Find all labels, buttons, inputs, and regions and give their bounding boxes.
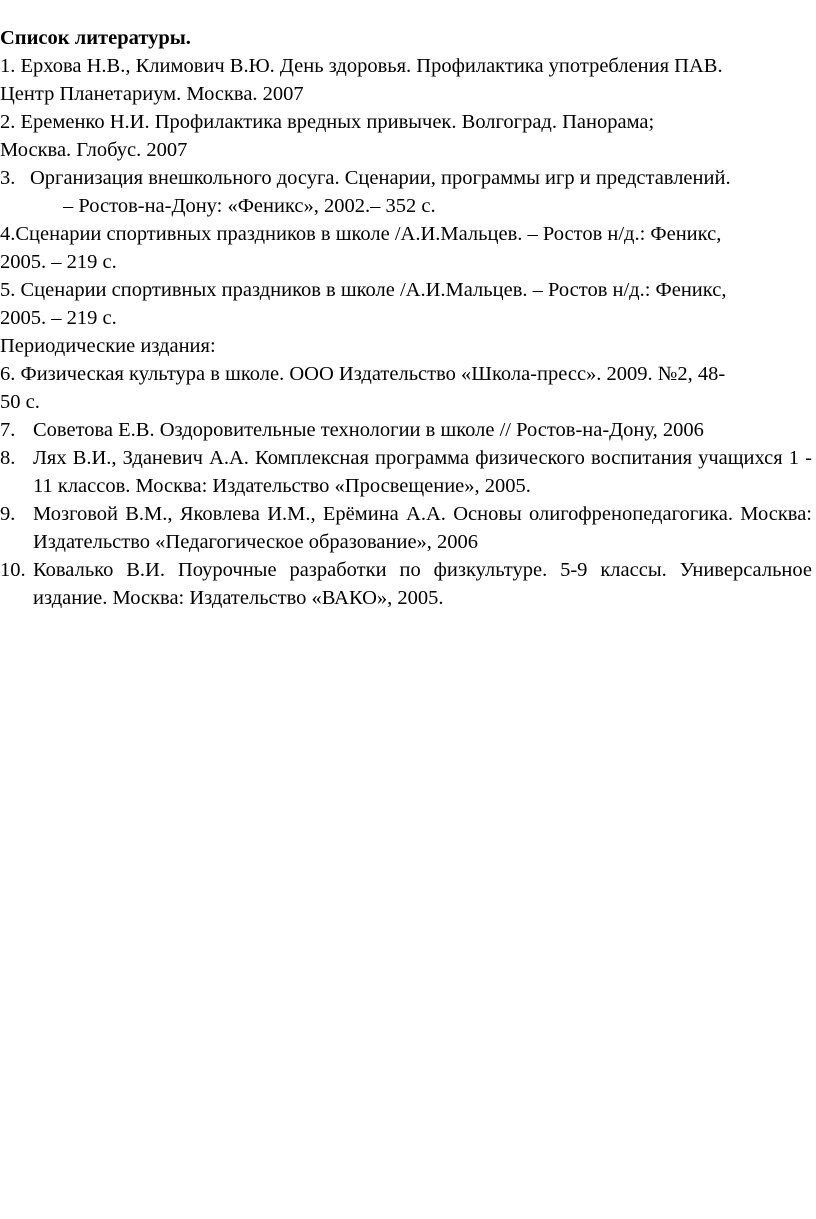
item-number: 7.: [0, 419, 16, 441]
item-number: 10.: [0, 559, 26, 581]
bibliography-item-line: 5. Сценарии спортивных праздников в школе /А.И.Мальцев. – Ростов н/д.: Феникс,: [0, 279, 727, 301]
item-text: Организация внешкольного досуга. Сценарии, программы игр и представлений.: [30, 167, 731, 189]
item-text: Ковалько В.И. Поурочные разработки по физкультуре. 5-9 классы. Универсальное издание. Москва: Издательство «ВАКО», 2005.: [33, 559, 812, 609]
bibliography-item-line: 2005. – 219 с.: [0, 307, 117, 329]
bibliography-list-item: [0, 444, 812, 500]
bibliography-item-3: [0, 164, 812, 220]
item-number: 8.: [0, 447, 16, 469]
bibliography-item-line: 4.Сценарии спортивных праздников в школе /А.И.Мальцев. – Ростов н/д.: Феникс,: [0, 223, 722, 245]
bibliography-title: Список литературы.: [0, 27, 191, 49]
periodicals-heading: Периодические издания:: [0, 335, 216, 357]
bibliography-item-10: [0, 556, 812, 612]
bibliography-item-7: [0, 416, 812, 444]
bibliography-item-line: 1. Ерхова Н.В., Климович В.Ю. День здоровья. Профилактика употребления ПАВ.: [0, 55, 723, 77]
bibliography-list-item: [0, 416, 812, 444]
bibliography-list-item: [0, 556, 812, 612]
bibliography-page: [0, 24, 812, 612]
bibliography-item-line: Центр Планетариум. Москва. 2007: [0, 83, 304, 105]
bibliography-item-line: 6. Физическая культура в школе. ООО Издательство «Школа-пресс». 2009. №2, 48-: [0, 363, 726, 385]
bibliography-item-line: Москва. Глобус. 2007: [0, 139, 188, 161]
bibliography-list-item: [0, 500, 812, 556]
bibliography-item-8: [0, 444, 812, 500]
bibliography-item-line: 2. Еременко Н.И. Профилактика вредных привычек. Волгоград. Панорама;: [0, 111, 655, 133]
bibliography-item-9: [0, 500, 812, 556]
bibliography-item-6: [0, 360, 812, 416]
bibliography-item-4: [0, 220, 812, 276]
bibliography-item-2: [0, 108, 812, 164]
item-text: Советова Е.В. Оздоровительные технологии в школе // Ростов-на-Дону, 2006: [33, 419, 704, 441]
bibliography-item-1: [0, 52, 812, 108]
bibliography-item-first-line: [0, 164, 812, 192]
bibliography-item-continuation: – Ростов-на-Дону: «Феникс», 2002.– 352 с.: [63, 195, 436, 217]
item-number: 3.: [0, 167, 16, 189]
item-text: Мозговой В.М., Яковлева И.М., Ерёмина А.А. Основы олигофренопедагогика. Москва: Издательство «Педагогическое образование», 2006: [33, 503, 812, 553]
item-number: 9.: [0, 503, 16, 525]
item-text: Лях В.И., Зданевич А.А. Комплексная программа физического воспитания учащихся 1 - 11 классов. Москва: Издательство «Просвещение», 2005.: [33, 447, 812, 497]
bibliography-item-line: 2005. – 219 с.: [0, 251, 117, 273]
bibliography-item-line: 50 с.: [0, 391, 40, 413]
bibliography-item-5: [0, 276, 812, 332]
